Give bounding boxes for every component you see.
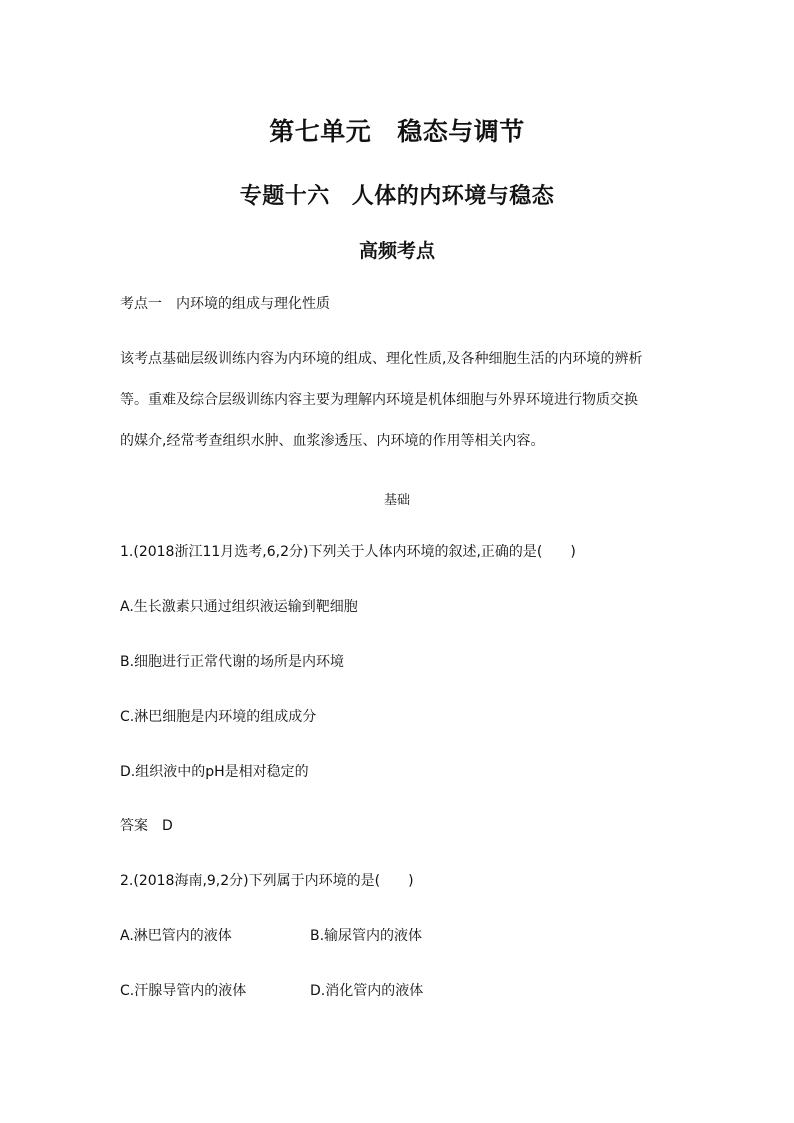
unit-title-part2: 稳态与调节 [397,117,525,146]
kaodian-heading [120,295,330,313]
q2-option-b: B.输尿管内的液体 [310,928,423,944]
unit-title-part1: 第七单元 [269,117,372,146]
q2-option-a: A.淋巴管内的液体 [120,928,232,944]
answer-value: D [162,818,173,834]
q1-option-c: C.淋巴细胞是内环境的组成成分 [120,709,317,725]
intro-line-2: 等。重难及综合层级训练内容主要为理解内环境是机体细胞与外界环境进行物质交换 [120,392,638,408]
q2-stem: 2.(2018海南,9,2分)下列属于内环境的是( ) [120,873,414,889]
q1-option-b: B.细胞进行正常代谢的场所是内环境 [120,654,345,670]
level-label: 基础 [383,493,410,508]
q1-answer [120,817,173,835]
intro-line-1: 该考点基础层级训练内容为内环境的组成、理化性质,及各种细胞生活的内环境的辨析 [120,351,643,367]
q2-option-c: C.汗腺导管内的液体 [120,983,247,999]
section-title: 高频考点 [358,240,435,262]
topic-title [0,179,794,210]
kaodian-label: 考点一 [120,296,162,312]
q1-option-a: A.生长激素只通过组织液运输到靶细胞 [120,599,358,615]
q2-option-d: D.消化管内的液体 [310,983,424,999]
kaodian-title: 内环境的组成与理化性质 [176,296,330,312]
answer-label: 答案 [120,818,148,834]
topic-title-part2: 人体的内环境与稳态 [351,184,555,209]
topic-title-part1: 专题十六 [239,184,330,209]
unit-title [0,112,794,148]
q1-stem: 1.(2018浙江11月选考,6,2分)下列关于人体内环境的叙述,正确的是( ) [120,544,576,560]
q1-option-d: D.组织液中的pH是相对稳定的 [120,764,309,780]
intro-line-3: 的媒介,经常考查组织水肿、血浆渗透压、内环境的作用等相关内容。 [120,433,545,449]
